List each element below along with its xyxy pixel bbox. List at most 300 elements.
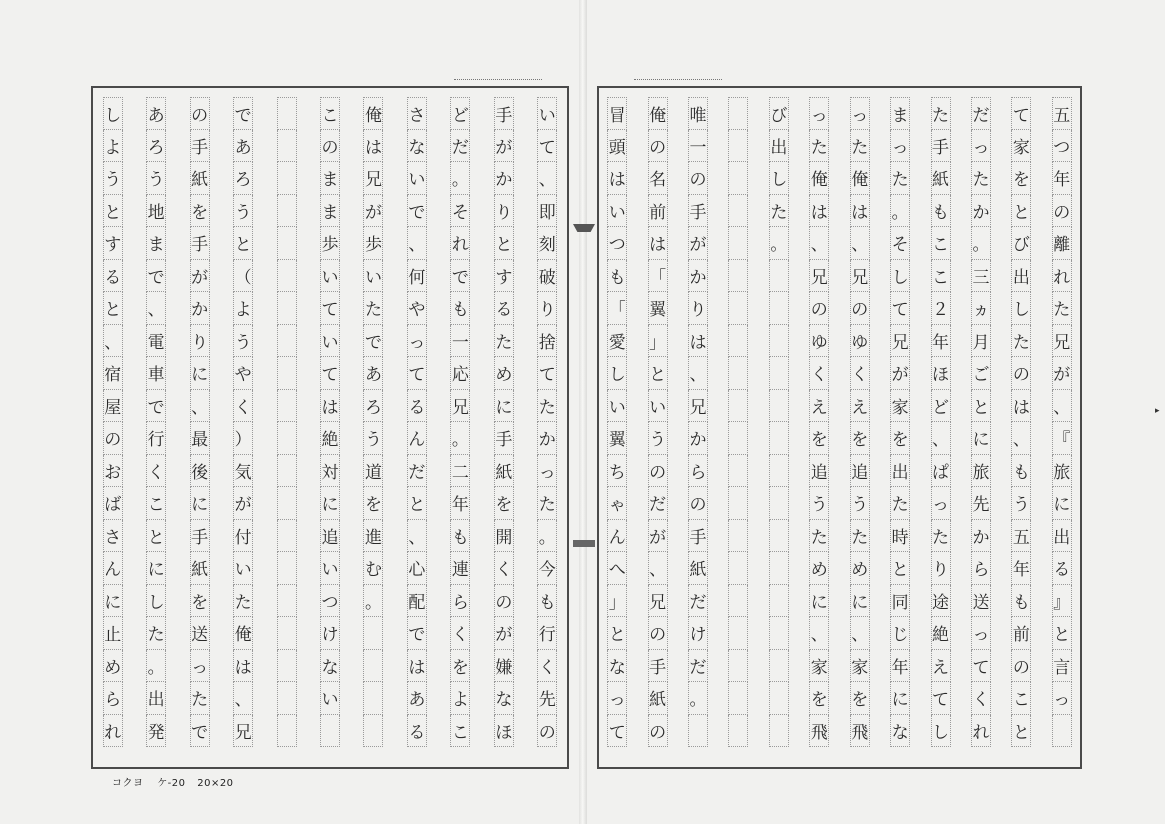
character-cell: を [809, 682, 829, 715]
character-cell: 手 [688, 195, 708, 228]
character-cell: 最 [190, 422, 210, 455]
right-column [607, 97, 627, 747]
character-cell: 手 [494, 422, 514, 455]
character-cell: ま [890, 97, 910, 130]
character-cell: っ [1052, 682, 1072, 715]
character-cell: ろ [233, 162, 253, 195]
character-cell: そ [890, 227, 910, 260]
character-cell: を [890, 422, 910, 455]
character-cell: 、 [146, 292, 166, 325]
character-cell: だ [648, 487, 668, 520]
character-cell: 兄 [233, 715, 253, 748]
character-cell: 進 [363, 520, 383, 553]
character-cell [728, 585, 748, 618]
character-cell: 俺 [363, 97, 383, 130]
character-cell [277, 227, 297, 260]
right-column [809, 97, 829, 747]
character-cell: て [320, 357, 340, 390]
character-cell: 途 [931, 585, 951, 618]
character-cell: め [494, 357, 514, 390]
character-cell: ん [103, 552, 123, 585]
character-cell: 行 [146, 422, 166, 455]
character-cell: よ [103, 130, 123, 163]
character-cell: ん [407, 422, 427, 455]
character-cell: を [850, 682, 870, 715]
character-cell: 二 [450, 455, 470, 488]
character-cell: あ [363, 357, 383, 390]
character-cell [363, 650, 383, 683]
right-column [1011, 97, 1031, 747]
character-cell: 一 [450, 325, 470, 358]
character-cell: ら [688, 455, 708, 488]
right-column [648, 97, 668, 747]
character-cell: ら [103, 682, 123, 715]
character-cell: の [850, 292, 870, 325]
character-cell: 出 [146, 682, 166, 715]
character-cell: い [407, 162, 427, 195]
character-cell: 応 [450, 357, 470, 390]
character-cell: い [648, 390, 668, 423]
character-cell: 俺 [648, 97, 668, 130]
character-cell: れ [103, 715, 123, 748]
character-cell: あ [407, 682, 427, 715]
character-cell: な [890, 715, 910, 748]
character-cell: こ [931, 260, 951, 293]
character-cell: 俺 [850, 162, 870, 195]
character-cell: う [850, 487, 870, 520]
character-cell: れ [450, 227, 470, 260]
character-cell: 兄 [850, 260, 870, 293]
character-cell: つ [320, 585, 340, 618]
character-cell [769, 422, 789, 455]
character-cell: 一 [688, 130, 708, 163]
character-cell: も [450, 292, 470, 325]
character-cell: と [890, 552, 910, 585]
character-cell: た [809, 130, 829, 163]
character-cell: い [320, 552, 340, 585]
character-cell: け [688, 617, 708, 650]
character-cell: て [1011, 97, 1031, 130]
character-cell: 。 [363, 585, 383, 618]
character-cell: 宿 [103, 357, 123, 390]
left-column [537, 97, 557, 747]
character-cell: す [103, 227, 123, 260]
character-cell: 家 [809, 650, 829, 683]
character-cell: 」 [607, 585, 627, 618]
character-cell: と [1011, 715, 1031, 748]
left-column [320, 97, 340, 747]
character-cell: の [1011, 357, 1031, 390]
character-cell: 捨 [537, 325, 557, 358]
character-cell: う [809, 487, 829, 520]
character-cell: 何 [407, 260, 427, 293]
character-cell: に [890, 682, 910, 715]
left-column [494, 97, 514, 747]
character-cell: だ [450, 130, 470, 163]
character-cell: 兄 [688, 390, 708, 423]
character-cell: く [146, 455, 166, 488]
character-cell: だ [971, 97, 991, 130]
character-cell: し [607, 357, 627, 390]
character-cell: ぱ [931, 455, 951, 488]
character-cell: こ [450, 715, 470, 748]
character-cell: た [363, 292, 383, 325]
character-cell [363, 715, 383, 748]
character-cell: か [971, 520, 991, 553]
character-cell: 付 [233, 520, 253, 553]
character-cell: 「 [607, 292, 627, 325]
character-cell: 前 [1011, 617, 1031, 650]
character-cell: 同 [890, 585, 910, 618]
character-cell: か [688, 260, 708, 293]
character-cell: り [537, 292, 557, 325]
character-cell: 即 [537, 195, 557, 228]
character-cell [769, 650, 789, 683]
character-cell: ら [971, 552, 991, 585]
character-cell: い [320, 260, 340, 293]
character-cell: に [809, 585, 829, 618]
character-cell: 、 [103, 325, 123, 358]
character-cell: た [1011, 325, 1031, 358]
character-cell: ろ [146, 130, 166, 163]
character-cell: る [494, 292, 514, 325]
character-cell: 』 [1052, 585, 1072, 618]
character-cell [277, 455, 297, 488]
character-cell [728, 650, 748, 683]
character-cell: っ [971, 130, 991, 163]
character-cell: な [407, 130, 427, 163]
character-cell: あ [233, 130, 253, 163]
character-cell: も [537, 585, 557, 618]
character-cell: 紙 [688, 552, 708, 585]
character-cell: の [320, 130, 340, 163]
character-cell [728, 292, 748, 325]
character-cell: か [688, 422, 708, 455]
character-cell: に [320, 487, 340, 520]
character-cell: だ [688, 585, 708, 618]
character-cell: 手 [190, 130, 210, 163]
character-cell: の [494, 585, 514, 618]
footer-label [112, 774, 234, 789]
character-cell: た [233, 585, 253, 618]
character-cell: び [1011, 227, 1031, 260]
character-cell [728, 260, 748, 293]
character-cell [277, 195, 297, 228]
character-cell: の [688, 487, 708, 520]
character-cell: 手 [931, 130, 951, 163]
character-cell: い [607, 390, 627, 423]
character-cell: 紙 [648, 682, 668, 715]
left-column [277, 97, 297, 747]
character-cell: 、 [537, 162, 557, 195]
character-cell: 飛 [809, 715, 829, 748]
character-cell: は [809, 195, 829, 228]
character-cell: っ [407, 325, 427, 358]
character-cell: で [363, 325, 383, 358]
character-cell [1052, 715, 1072, 748]
character-cell: す [494, 260, 514, 293]
character-cell: 、 [809, 227, 829, 260]
character-cell: 手 [494, 97, 514, 130]
character-cell: し [103, 97, 123, 130]
character-cell: を [190, 585, 210, 618]
character-cell: 屋 [103, 390, 123, 423]
character-cell: 対 [320, 455, 340, 488]
character-cell: 、 [850, 227, 870, 260]
character-cell: る [1052, 552, 1072, 585]
character-cell: っ [607, 682, 627, 715]
character-cell: が [1052, 357, 1072, 390]
character-cell: は [1011, 390, 1031, 423]
character-cell: 兄 [890, 325, 910, 358]
character-cell: 、 [1052, 390, 1072, 423]
character-cell: 年 [890, 650, 910, 683]
character-cell [728, 422, 748, 455]
character-cell: な [494, 682, 514, 715]
page-fold [579, 0, 587, 824]
left-column [363, 97, 383, 747]
character-cell: を [809, 422, 829, 455]
character-cell: ど [450, 97, 470, 130]
character-cell: て [537, 130, 557, 163]
character-cell [728, 682, 748, 715]
character-cell: は [363, 130, 383, 163]
character-cell [728, 487, 748, 520]
character-cell: な [320, 650, 340, 683]
character-cell: か [190, 292, 210, 325]
character-cell: の [1011, 650, 1031, 683]
character-cell: く [494, 552, 514, 585]
character-cell: が [190, 260, 210, 293]
character-cell: の [537, 715, 557, 748]
character-cell [277, 422, 297, 455]
character-cell: 年 [1052, 162, 1072, 195]
character-cell [320, 715, 340, 748]
character-cell: た [850, 130, 870, 163]
character-cell: も [450, 520, 470, 553]
character-cell [277, 390, 297, 423]
character-cell: が [233, 487, 253, 520]
center-marker-upper [573, 224, 595, 232]
page-arrow-icon: ▸ [1155, 406, 1160, 416]
character-cell: 手 [190, 520, 210, 553]
character-cell [728, 227, 748, 260]
character-cell: と [407, 487, 427, 520]
character-cell: た [190, 682, 210, 715]
character-cell: の [648, 130, 668, 163]
character-cell: 、 [648, 552, 668, 585]
character-cell [769, 715, 789, 748]
character-cell: よ [233, 292, 253, 325]
character-cell: に [146, 552, 166, 585]
character-cell [277, 357, 297, 390]
right-column [728, 97, 748, 747]
character-cell: 。 [971, 227, 991, 260]
character-cell: 絶 [931, 617, 951, 650]
character-cell: 兄 [1052, 325, 1072, 358]
character-cell: く [850, 357, 870, 390]
character-cell: る [407, 715, 427, 748]
character-cell [769, 390, 789, 423]
right-column [769, 97, 789, 747]
character-cell: う [1011, 487, 1031, 520]
character-cell: 時 [890, 520, 910, 553]
character-cell: あ [146, 97, 166, 130]
character-cell: い [233, 552, 253, 585]
character-cell: 気 [233, 455, 253, 488]
character-cell: 、 [809, 617, 829, 650]
character-cell: 止 [103, 617, 123, 650]
character-cell: と [494, 227, 514, 260]
character-cell: 『 [1052, 422, 1072, 455]
character-cell [277, 520, 297, 553]
character-cell: ほ [931, 357, 951, 390]
right-column [971, 97, 991, 747]
character-cell: 手 [688, 520, 708, 553]
right-column [850, 97, 870, 747]
right-column [931, 97, 951, 747]
character-cell: っ [809, 97, 829, 130]
character-cell: と [103, 292, 123, 325]
character-cell: く [233, 390, 253, 423]
character-cell: う [233, 325, 253, 358]
character-cell: 前 [648, 195, 668, 228]
character-cell: 飛 [850, 715, 870, 748]
character-cell: 、 [1011, 422, 1031, 455]
character-cell: て [890, 292, 910, 325]
character-cell: た [971, 162, 991, 195]
character-cell [277, 650, 297, 683]
character-cell: と [971, 390, 991, 423]
character-cell: の [688, 162, 708, 195]
character-cell: ゃ [607, 487, 627, 520]
character-cell: 家 [850, 650, 870, 683]
character-cell: 冒 [607, 97, 627, 130]
character-cell: 俺 [809, 162, 829, 195]
character-cell: し [769, 162, 789, 195]
character-cell: 。 [890, 195, 910, 228]
character-cell [277, 585, 297, 618]
character-cell: の [103, 422, 123, 455]
character-cell: と [233, 227, 253, 260]
character-cell: れ [971, 715, 991, 748]
character-cell: 嫌 [494, 650, 514, 683]
character-cell: が [688, 227, 708, 260]
character-cell: 年 [931, 325, 951, 358]
character-cell: 家 [1011, 130, 1031, 163]
character-cell: し [931, 715, 951, 748]
character-cell: 愛 [607, 325, 627, 358]
left-column [233, 97, 253, 747]
character-cell: に [190, 357, 210, 390]
character-cell: は [407, 650, 427, 683]
character-cell: 三 [971, 260, 991, 293]
character-cell: で [146, 390, 166, 423]
right-page-frame [597, 86, 1082, 769]
character-cell [728, 357, 748, 390]
character-cell: え [931, 650, 951, 683]
character-cell: っ [190, 650, 210, 683]
character-cell [728, 325, 748, 358]
character-cell [277, 617, 297, 650]
character-cell: 追 [850, 455, 870, 488]
character-cell [277, 162, 297, 195]
character-cell [728, 130, 748, 163]
character-cell [277, 260, 297, 293]
character-cell: は [233, 650, 253, 683]
character-cell: 。 [146, 650, 166, 683]
character-cell: て [607, 715, 627, 748]
character-cell: い [320, 325, 340, 358]
character-cell: 俺 [233, 617, 253, 650]
character-cell: り [494, 195, 514, 228]
character-cell [769, 357, 789, 390]
character-cell: 発 [146, 715, 166, 748]
character-cell: を [190, 195, 210, 228]
character-cell: い [320, 682, 340, 715]
character-cell [277, 715, 297, 748]
character-cell: し [146, 585, 166, 618]
character-cell: 出 [890, 455, 910, 488]
character-cell: ば [103, 487, 123, 520]
character-cell: 出 [769, 130, 789, 163]
character-cell [277, 97, 297, 130]
character-cell [769, 617, 789, 650]
character-cell: こ [320, 97, 340, 130]
character-cell: め [809, 552, 829, 585]
character-cell: じ [890, 617, 910, 650]
character-cell: 年 [450, 487, 470, 520]
character-cell: 旅 [1052, 455, 1072, 488]
character-cell: と [103, 195, 123, 228]
character-cell: 兄 [809, 260, 829, 293]
character-cell [277, 552, 297, 585]
character-cell: と [607, 617, 627, 650]
character-cell: い [607, 195, 627, 228]
character-cell [769, 520, 789, 553]
character-cell: 離 [1052, 227, 1072, 260]
character-cell: だ [688, 650, 708, 683]
character-cell: 、 [407, 227, 427, 260]
character-cell: 兄 [450, 390, 470, 423]
character-cell [769, 260, 789, 293]
character-cell: 、 [190, 390, 210, 423]
character-cell: し [890, 260, 910, 293]
character-cell: 兄 [363, 162, 383, 195]
character-cell: 五 [1011, 520, 1031, 553]
character-cell [728, 97, 748, 130]
character-cell: 先 [537, 682, 557, 715]
character-cell: を [1011, 162, 1031, 195]
character-cell: が [494, 130, 514, 163]
character-cell: か [971, 195, 991, 228]
footer-brand: コクヨ [112, 778, 144, 789]
character-cell [728, 195, 748, 228]
character-cell: さ [407, 97, 427, 130]
character-cell [277, 325, 297, 358]
left-page-top-mark [454, 79, 542, 80]
character-cell: 。 [688, 682, 708, 715]
character-cell: 配 [407, 585, 427, 618]
character-cell: は [320, 390, 340, 423]
character-cell: い [363, 260, 383, 293]
character-cell: で [450, 260, 470, 293]
character-cell: し [1011, 292, 1031, 325]
character-cell: だ [407, 455, 427, 488]
character-cell: つ [1052, 130, 1072, 163]
character-cell: が [890, 357, 910, 390]
left-column [407, 97, 427, 747]
